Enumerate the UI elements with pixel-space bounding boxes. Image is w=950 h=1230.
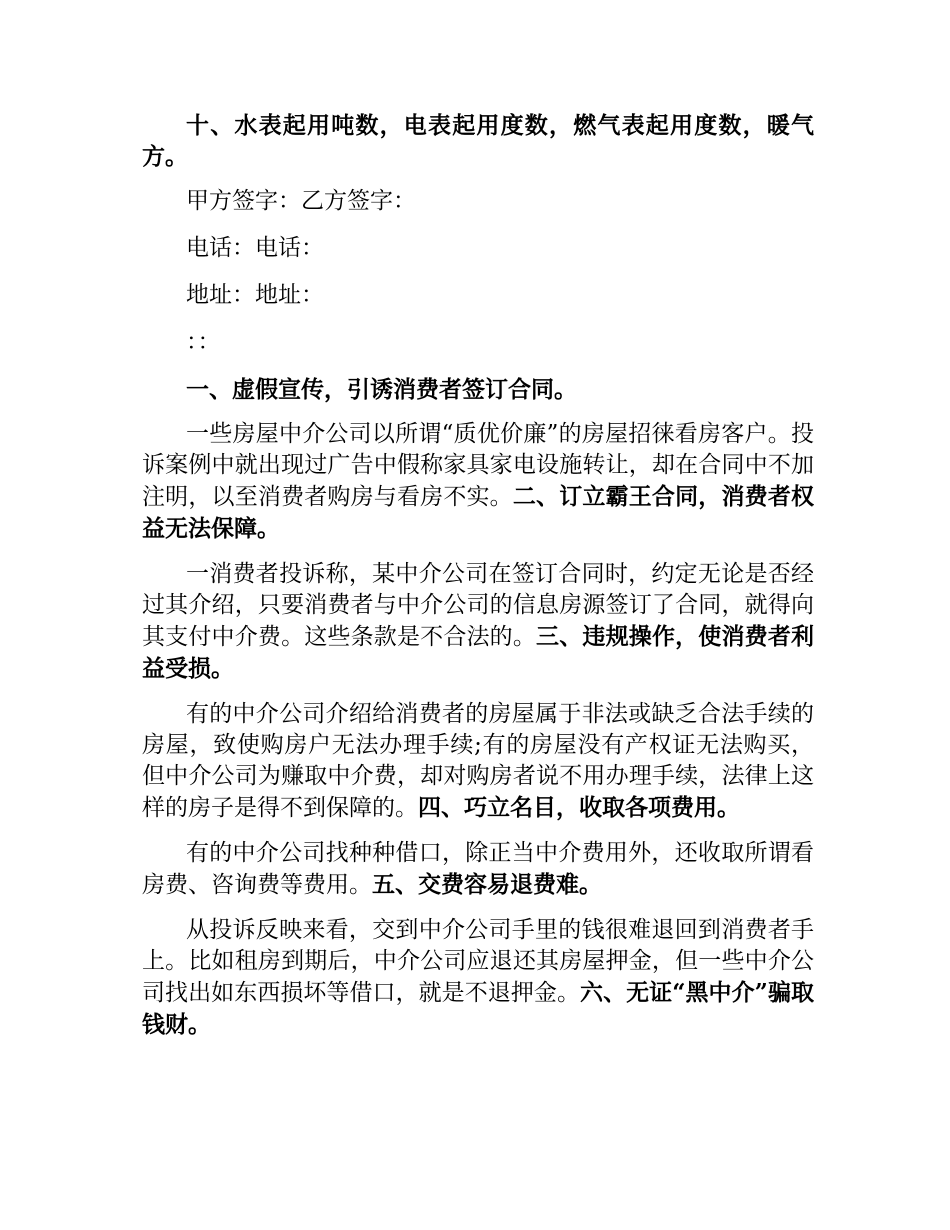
section-five-paragraph bbox=[142, 915, 814, 1041]
heading-ten bbox=[142, 110, 814, 172]
colon-line-text: ：： bbox=[186, 329, 221, 355]
signature-line-text: 甲方签字：乙方签字： bbox=[186, 188, 416, 214]
section-two-paragraph bbox=[142, 559, 814, 685]
address-line bbox=[142, 280, 814, 311]
section-one-title-text: 一、虚假宣传，引诱消费者签订合同。 bbox=[186, 376, 577, 403]
section-two-title: 二、订立霸王合同，消费者权益无法保障。 bbox=[142, 483, 815, 542]
heading-ten-text: 十、水表起用吨数，电表起用度数，燃气表起用度数，暖气方。 bbox=[142, 112, 814, 170]
section-one-title bbox=[142, 374, 814, 405]
section-four-title: 四、巧立名目，收取各项费用。 bbox=[418, 794, 740, 821]
section-one-body: 一些房屋中介公司以所谓“质优价廉”的房屋招徕看房客户。投诉案例中就出现过广告中假称家具家电设施转让，却在合同中不加注明，以至消费者购房与看房不实。 bbox=[142, 421, 814, 510]
signature-line bbox=[142, 186, 814, 217]
phone-line bbox=[142, 233, 814, 264]
section-three-title: 三、违规操作，使消费者利益受损。 bbox=[142, 623, 815, 682]
phone-line-text: 电话：电话： bbox=[186, 235, 324, 261]
section-three-paragraph bbox=[142, 699, 814, 824]
document-page bbox=[142, 110, 814, 1055]
section-two-body: 一消费者投诉称，某中介公司在签订合同时，约定无论是否经过其介绍，只要消费者与中介公司的信息房源签订了合同，就得向其支付中介费。这些条款是不合法的。 bbox=[142, 561, 814, 650]
section-six-title: 六、无证“黑中介”骗取钱财。 bbox=[142, 979, 815, 1038]
section-four-paragraph bbox=[142, 838, 814, 901]
section-five-body: 从投诉反映来看，交到中介公司手里的钱很难退回到消费者手上。比如租房到期后，中介公司应退还其房屋押金，但一些中介公司找出如东西损坏等借口，就是不退押金。 bbox=[142, 917, 814, 1006]
colon-line bbox=[142, 327, 814, 358]
section-three-body: 有的中介公司介绍给消费者的房屋属于非法或缺乏合法手续的房屋，致使购房户无法办理手续;有的房屋没有产权证无法购买，但中介公司为赚取中介费，却对购房者说不用办理手续，法律上这样的房子是得不到保障的。 bbox=[142, 701, 814, 821]
address-line-text: 地址：地址： bbox=[186, 282, 324, 308]
section-five-title: 五、交费容易退费难。 bbox=[372, 871, 602, 898]
section-four-body: 有的中介公司找种种借口，除正当中介费用外，还收取所谓看房费、咨询费等费用。 bbox=[142, 840, 814, 898]
section-one-paragraph bbox=[142, 419, 814, 545]
